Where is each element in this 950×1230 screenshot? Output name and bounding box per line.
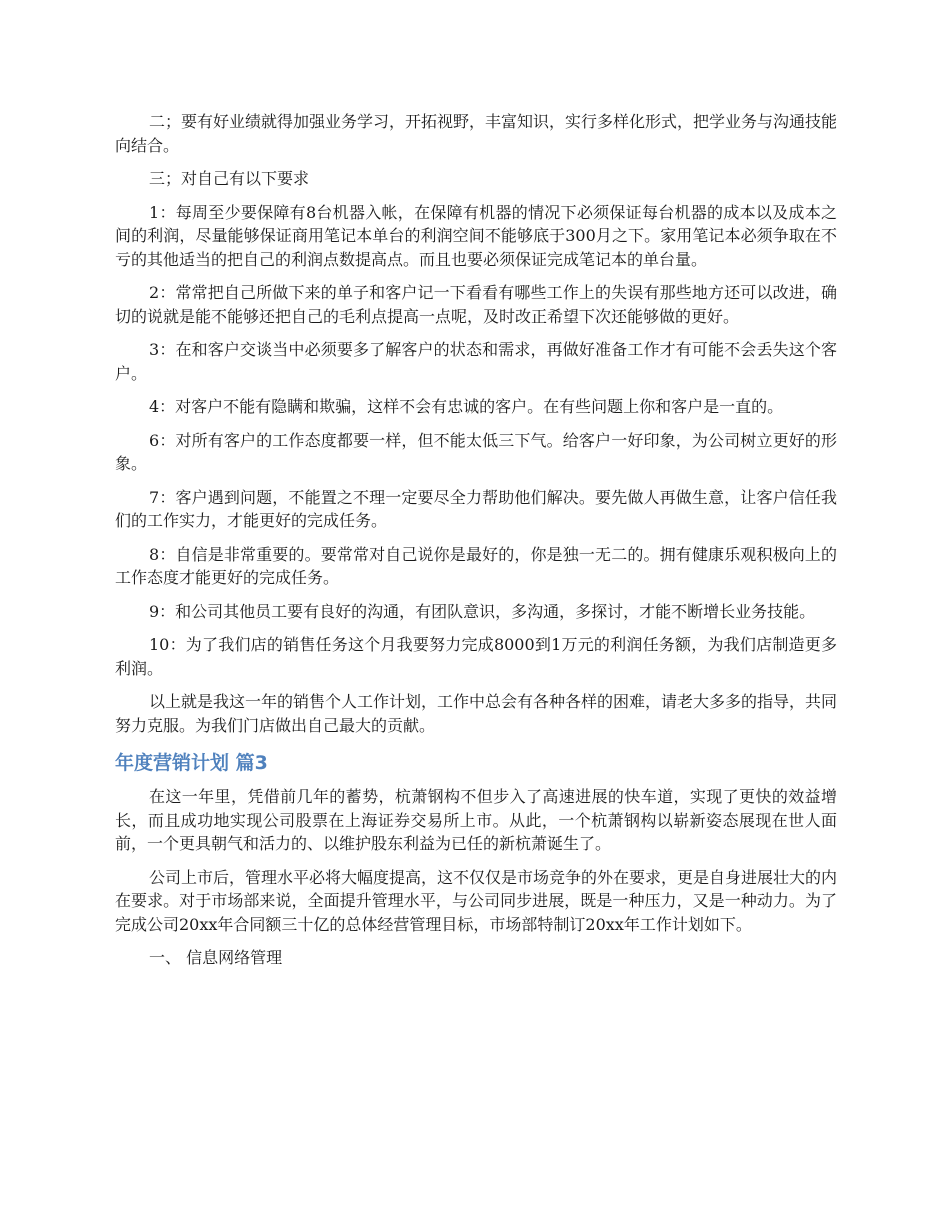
paragraph: 4：对客户不能有隐瞒和欺骗，这样不会有忠诚的客户。在有些问题上你和客户是一直的。 <box>149 397 784 416</box>
section-heading: 年度营销计划 篇3 <box>115 752 268 774</box>
paragraph: 9：和公司其他员工要有良好的沟通，有团队意识，多沟通，多探讨，才能不断增长业务技能。 <box>149 601 816 621</box>
paragraph: 三；对自己有以下要求 <box>149 169 310 188</box>
paragraph: 2：常常把自己所做下来的单子和客户记一下看看有哪些工作上的失误有那些地方还可以改进，确切的说就是能不能够还把自己的毛利点提高一点呢，及时改正希望下次还能够做的更好。 <box>115 283 837 326</box>
paragraph: 一、 信息网络管理 <box>149 948 283 967</box>
paragraph: 3：在和客户交谈当中必须要多了解客户的状态和需求，再做好准备工作才有可能不会丢失这个客户。 <box>115 340 837 383</box>
paragraph: 二；要有好业绩就得加强业务学习，开拓视野，丰富知识，实行多样化形式，把学业务与沟通技能向结合。 <box>115 112 838 155</box>
paragraph: 8：自信是非常重要的。要常常对自己说你是最好的，你是独一无二的。拥有健康乐观积极向上的工作态度才能更好的完成任务。 <box>115 544 837 587</box>
paragraph: 在这一年里，凭借前几年的蓄势，杭萧钢构不但步入了高速进展的快车道，实现了更快的效益增长，而且成功地实现公司股票在上海证券交易所上市。从此，一个杭萧钢构以崭新姿态展现在世人面前，一个更具朝气和活力的、以维护股东利益为已任的新杭萧诞生了。 <box>115 787 837 853</box>
paragraph: 1：每周至少要保障有8台机器入帐，在保障有机器的情况下必须保证每台机器的成本以及成本之间的利润，尽量能够保证商用笔记本单台的利润空间不能够底于300月之下。家用笔记本必须争取在不亏的其他适当的把自己的利润点数提高点。而且也要必须保证完成笔记本的单台量。 <box>115 202 837 269</box>
document-body <box>115 110 837 980</box>
paragraph: 以上就是我这一年的销售个人工作计划，工作中总会有各种各样的困难，请老大多多的指导，共同努力克服。为我们门店做出自己最大的贡献。 <box>115 692 838 735</box>
paragraph: 10：为了我们店的销售任务这个月我要努力完成8000到1万元的利润任务额，为我们店制造更多利润。 <box>115 635 837 678</box>
paragraph: 6：对所有客户的工作态度都要一样，但不能太低三下气。给客户一好印象，为公司树立更好的形象。 <box>115 430 837 473</box>
paragraph: 公司上市后，管理水平必将大幅度提高，这不仅仅是市场竞争的外在要求，更是自身进展壮大的内在要求。对于市场部来说，全面提升管理水平，与公司同步进展，既是一种压力，又是一种动力。为了完成公司20xx年合同额三十亿的总体经营管理目标，市场部特制订20xx年工作计划如下。 <box>115 867 838 934</box>
paragraph: 7：客户遇到问题，不能置之不理一定要尽全力帮助他们解决。要先做人再做生意，让客户信任我们的工作实力，才能更好的完成任务。 <box>115 487 837 530</box>
